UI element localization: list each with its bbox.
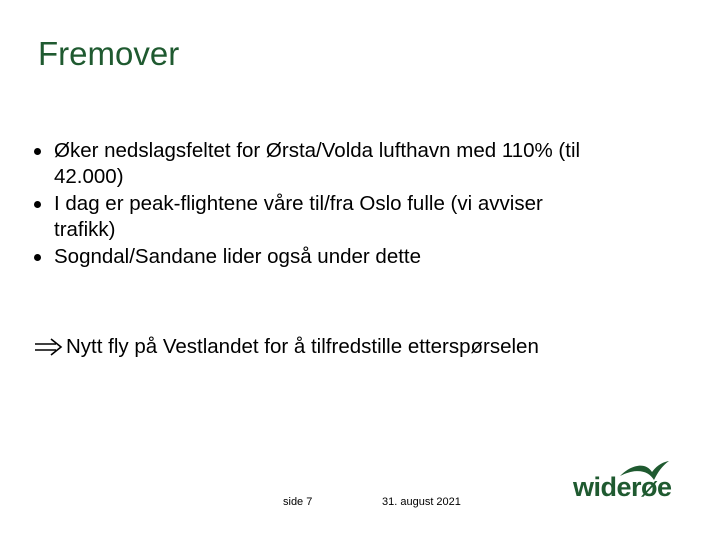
page-number: side 7 [283,496,313,508]
bullet-item [34,244,694,270]
bullet-text-line: I dag er peak-flightene våre til/fra Oslo fulle (vi avviser [54,192,543,215]
logo-text: widerøe [573,472,672,502]
conclusion-line [34,334,539,360]
bullet-dot-icon [34,254,41,261]
conclusion-text: Nytt fly på Vestlandet for å tilfredstille etterspørselen [66,335,539,358]
slide-title: Fremover [38,35,180,72]
bullet-list [34,138,694,271]
bullet-text-line: Øker nedslagsfeltet for Ørsta/Volda lufthavn med 110% (til [54,139,581,162]
wideroe-logo [570,460,685,505]
bullet-text-line: trafikk) [54,218,116,241]
bullet-item [34,191,694,243]
bullet-text-line: Sogndal/Sandane lider også under dette [54,245,422,268]
bullet-item [34,138,694,190]
bullet-text-line: 42.000) [54,165,124,188]
bullet-dot-icon [34,148,41,155]
footer-date: 31. august 2021 [382,496,461,508]
double-right-arrow-icon [34,338,64,356]
bullet-dot-icon [34,201,41,208]
